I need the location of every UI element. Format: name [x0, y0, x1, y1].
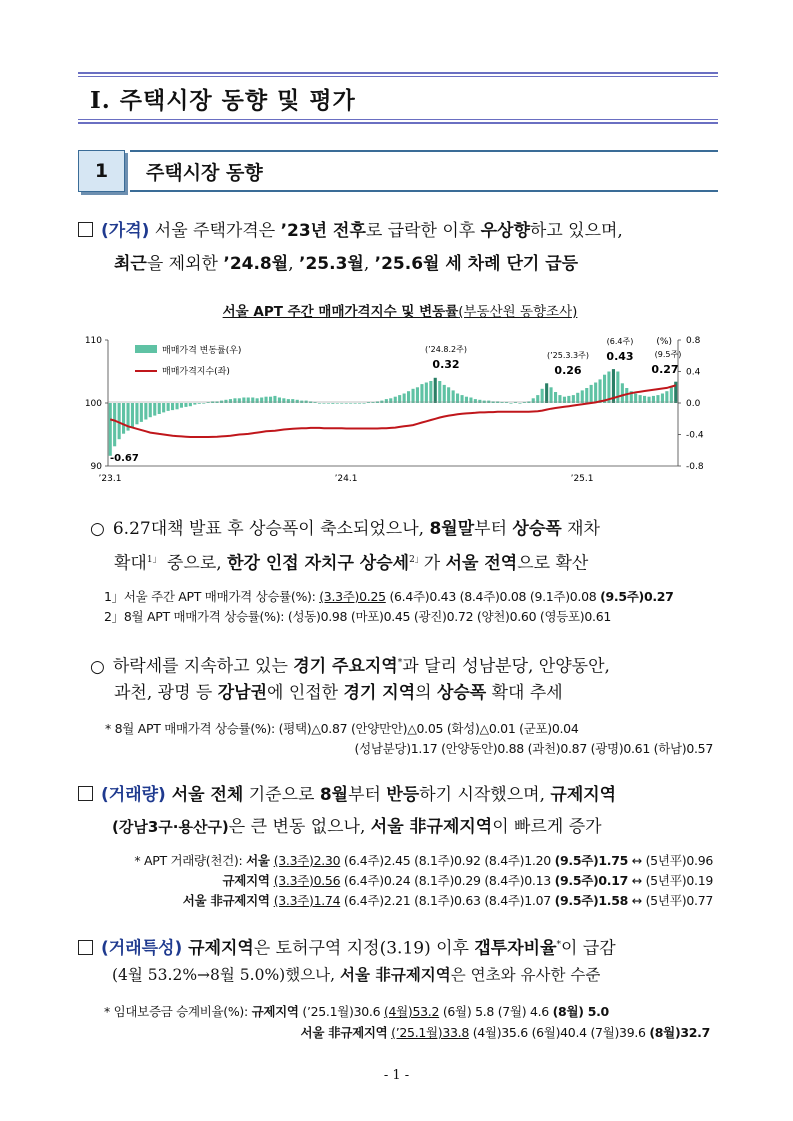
- text: ↔ (5년平)0.19: [628, 873, 713, 888]
- chart-bar: [207, 402, 210, 403]
- chart-bar: [149, 403, 152, 417]
- section-rule-bottom: [130, 190, 718, 192]
- text-bold: 경기 지역: [343, 683, 416, 703]
- left-axis-tick-label: 90: [90, 462, 102, 472]
- text: 6.27대책 발표 후 상승폭이 축소되었으나,: [112, 519, 430, 539]
- chart-bar: [590, 385, 593, 403]
- text: 이 빠르게 증가: [492, 817, 602, 837]
- chart-title-source: (부동산원 동향조사): [458, 304, 578, 320]
- chart-bar: [603, 375, 606, 403]
- price-chart: [80, 328, 720, 488]
- bullet1-line-1: [90, 518, 600, 540]
- chart-bar: [229, 399, 232, 403]
- bullet1-line-2: [114, 549, 588, 575]
- trade-tag: (거래특성): [101, 938, 183, 959]
- chart-bar: [501, 402, 504, 403]
- chart-bar: [550, 387, 553, 403]
- text: (’25.1월)30.6: [298, 1004, 384, 1019]
- text-bold: 서울: [246, 853, 274, 868]
- text: (6.4주)0.43 (8.4주)0.08 (9.1주)0.08: [385, 589, 601, 604]
- price-tag: (가격): [101, 221, 150, 241]
- footnote-ref: *: [397, 658, 403, 668]
- text: 확대: [114, 553, 147, 574]
- chart-bar: [162, 403, 165, 412]
- chart-bar: [478, 400, 481, 403]
- text: ,: [363, 254, 375, 274]
- chart-bar: [474, 399, 477, 403]
- text-bold: ’23년 전후: [280, 221, 366, 241]
- chart-bar: [189, 403, 192, 406]
- text-bold: ’24.8월: [223, 254, 289, 274]
- text: ↔ (5년平)0.77: [628, 893, 713, 908]
- text-bold: 8월말: [429, 519, 475, 539]
- chart-bar: [452, 390, 455, 403]
- footnote-3-line-1: * 8월 APT 매매가격 상승률(%): (평택)△0.87 (안양만안)△0.05 (화성)△0.01 (군포)0.04: [105, 721, 579, 736]
- chart-bar: [363, 403, 366, 404]
- checkbox-square-icon: [78, 940, 93, 955]
- x-axis-tick-label: ’23.1: [98, 474, 122, 484]
- chart-bar: [331, 403, 334, 404]
- text: * APT 거래량(천건):: [134, 853, 247, 868]
- chart-bar: [314, 402, 317, 403]
- text: 부터: [474, 519, 513, 539]
- right-axis-tick-label: 0.0: [686, 399, 701, 409]
- text-bold: (9.5주)1.75: [554, 853, 629, 868]
- chart-bar: [509, 403, 512, 404]
- text: 의: [415, 683, 437, 703]
- annotation-value: 0.32: [432, 358, 460, 371]
- bullet-circle-icon: ○: [90, 519, 105, 539]
- text-bold: 서울 非규제지역: [300, 1025, 388, 1040]
- chart-bar: [193, 403, 196, 405]
- chart-bar: [349, 403, 352, 404]
- chart-bar: [340, 403, 343, 404]
- section-rule-top: [130, 150, 718, 152]
- text: 은 큰 변동 없으나,: [228, 817, 371, 837]
- text: ↔ (5년平)0.96: [628, 853, 713, 868]
- chart-bar: [371, 402, 374, 403]
- footnote-4-row-3: [0, 893, 713, 909]
- text-bold: 갭투자비율: [474, 938, 557, 959]
- footnote-1: [104, 589, 674, 605]
- chart-bar: [416, 387, 419, 403]
- chart-bar: [518, 403, 521, 404]
- text-bold: 경기 주요지역: [293, 656, 398, 677]
- volume-line-2: [112, 816, 602, 838]
- chart-bar: [545, 383, 548, 403]
- chart-bar: [131, 403, 134, 427]
- text-underline: (3.3주)0.25: [319, 589, 386, 604]
- chart-bar: [336, 403, 339, 404]
- text: (6.4주)2.21 (8.1주)0.63 (8.4주)1.07: [340, 893, 555, 908]
- chart-bar: [541, 389, 544, 403]
- text-bold: 한강 인접 자치구 상승세: [227, 553, 410, 574]
- text-bold: 반등: [386, 785, 420, 805]
- chart-bar: [621, 383, 624, 403]
- section-number: 1: [78, 150, 125, 192]
- annotation-label: (’24.8.2주): [425, 345, 467, 354]
- footnote-2: 2」8월 APT 매매가격 상승률(%): (성동)0.98 (마포)0.45 (광진)0.72 (양천)0.60 (영등포)0.61: [104, 609, 612, 624]
- chart-bar: [661, 394, 664, 404]
- text-bold: 서울 전역: [445, 553, 518, 574]
- chart-bar: [354, 403, 357, 404]
- chart-bar: [153, 403, 156, 416]
- chart-bar: [665, 391, 668, 403]
- text: 은 연초와 유사한 수준: [450, 966, 601, 984]
- legend-bar-swatch: [135, 345, 157, 353]
- chart-bar: [198, 403, 201, 404]
- text-bold: 상승폭: [436, 683, 487, 703]
- chart-bar: [594, 383, 597, 404]
- checkbox-square-icon: [78, 222, 93, 237]
- text: 재차: [561, 519, 600, 539]
- left-axis-tick-label: 100: [84, 399, 102, 409]
- text: (4월 53.2%→8월 5.0%)했으나,: [112, 966, 340, 984]
- legend-bar-label: 매매가격 변동률(우): [162, 346, 242, 356]
- text: (6월) 5.8 (7월) 4.6: [439, 1004, 553, 1019]
- footnote-4-row-2: [0, 873, 713, 889]
- chart-bar: [420, 384, 423, 403]
- right-axis-tick-label: 0.4: [686, 367, 701, 378]
- price-line-2: [114, 253, 578, 275]
- text-underline: (3.3주)2.30: [273, 853, 341, 868]
- chart-bar: [140, 403, 143, 422]
- text: 하락세를 지속하고 있는: [112, 656, 294, 677]
- text-bold: 최근: [114, 254, 147, 274]
- text: 로 급락한 이후: [365, 221, 481, 241]
- chart-bar: [318, 403, 321, 404]
- chart-bar: [287, 399, 290, 403]
- text-bold: (9.5주)0.17: [554, 873, 629, 888]
- chart-bar: [167, 403, 170, 411]
- chart-bar: [634, 394, 637, 404]
- bullet-circle-icon: ○: [90, 656, 105, 677]
- chart-bar: [514, 402, 517, 403]
- chart-bar: [202, 403, 205, 404]
- chart-bar: [109, 403, 112, 456]
- chart-bar: [158, 403, 161, 414]
- chart-bar: [224, 400, 227, 403]
- footnote-ref: 2」: [409, 555, 424, 565]
- chart-bar: [599, 379, 602, 403]
- text-bold: (9.5주)0.27: [600, 589, 674, 604]
- chart-bar: [456, 394, 459, 404]
- text-bold: (9.5주)1.58: [554, 893, 629, 908]
- chart-bar: [296, 400, 299, 403]
- annotation-value: -0.67: [110, 453, 139, 464]
- chart-bar: [171, 403, 174, 410]
- text: (4월)35.6 (6월)40.4 (7월)39.6: [469, 1025, 650, 1040]
- x-axis-tick-label: ’25.1: [570, 474, 594, 484]
- text-bold: 규제지역: [182, 938, 254, 959]
- chart-bar: [385, 399, 388, 403]
- chart-bar: [434, 378, 437, 403]
- footnote-5-row-1: [104, 1004, 609, 1020]
- chart-bar: [585, 388, 588, 403]
- right-axis-tick-label: 0.8: [686, 336, 701, 346]
- chart-bar: [407, 391, 410, 403]
- bar-series: [109, 369, 678, 456]
- text-bold: 서울 非규제지역: [340, 965, 451, 984]
- chart-title: [175, 300, 625, 320]
- chart-bar: [367, 402, 370, 403]
- right-axis-unit: (%): [656, 337, 672, 347]
- volume-tag: (거래량): [101, 785, 166, 805]
- right-axis-tick-label: -0.8: [686, 462, 704, 472]
- text: 기준으로: [243, 785, 320, 805]
- bullet2-line-2: [114, 682, 563, 704]
- text: 이 급감: [561, 938, 616, 959]
- chart-bar: [322, 403, 325, 404]
- footnote-3-line-2: (성남분당)1.17 (안양동안)0.88 (과천)0.87 (광명)0.61 (하남)0.57: [354, 741, 713, 756]
- trade-line-1: [78, 934, 616, 960]
- chart-bar: [180, 403, 183, 408]
- chart-bar: [358, 403, 361, 404]
- text-bold: 서울 전체: [165, 785, 244, 805]
- chart-bar: [554, 392, 557, 403]
- annotation-label: (’25.3.3주): [547, 351, 589, 360]
- title-rule-bottom: [78, 119, 718, 124]
- chart-bar: [523, 402, 526, 403]
- text-bold: (8월)32.7: [649, 1025, 710, 1040]
- text: 을 제외한: [146, 254, 224, 274]
- chart-bar: [403, 394, 406, 404]
- footnote-ref: *: [556, 940, 561, 950]
- text-underline: (3.3주)0.56: [273, 873, 341, 888]
- annotation-value: 0.43: [606, 350, 634, 363]
- annotation-value: 0.26: [554, 364, 582, 377]
- chart-bar: [291, 399, 294, 403]
- text-bold: 강남권: [217, 683, 268, 703]
- text: ,: [288, 254, 299, 274]
- chart-bar: [122, 403, 125, 434]
- checkbox-square-icon: [78, 786, 93, 801]
- footnote-ref: 1」: [146, 555, 162, 565]
- chart-bar: [345, 403, 348, 404]
- text-bold: 규제지역: [251, 1004, 299, 1019]
- chart-bar: [113, 403, 116, 446]
- chart-bar: [443, 385, 446, 403]
- text: 확대 추세: [486, 683, 563, 703]
- page-number: - 1 -: [383, 1068, 410, 1083]
- chart-title-main: 서울 APT 주간 매매가격지수 및 변동률: [222, 304, 459, 320]
- footnote-4-row-1: [0, 853, 713, 869]
- chart-bar: [438, 381, 441, 403]
- text-bold: 서울 非규제지역: [182, 893, 274, 908]
- chart-bar: [447, 387, 450, 403]
- text: * 임대보증금 승계비율(%):: [104, 1004, 252, 1019]
- legend-line-label: 매매가격지수(좌): [162, 367, 230, 377]
- text-bold: 8월: [319, 785, 349, 805]
- price-line-1: [78, 220, 623, 242]
- text: 과 달리 성남분당, 안양동안,: [402, 656, 610, 677]
- annotation-label: (6.4주): [606, 337, 634, 346]
- text: 으로 확산: [517, 553, 589, 574]
- text-bold: (8월) 5.0: [552, 1004, 609, 1019]
- text-underline: (3.3주)1.74: [273, 893, 341, 908]
- page-title: Ⅰ. 주택시장 동향 및 평가: [90, 87, 356, 114]
- text-bold: ’25.6월 세 차례 단기 급등: [374, 254, 579, 274]
- text-underline: (’25.1월)33.8: [391, 1025, 470, 1040]
- trade-line-2: [112, 964, 600, 986]
- chart-bar: [581, 390, 584, 403]
- text-underline: (4월)53.2: [383, 1004, 440, 1019]
- chart-bar: [429, 381, 432, 403]
- chart-bar: [135, 403, 138, 424]
- annotation-label: (9.5주): [654, 350, 682, 359]
- chart-bar: [184, 403, 187, 407]
- text: 은 토허구역 지정(3.19) 이후: [253, 938, 475, 959]
- text: (6.4주)0.24 (8.1주)0.29 (8.4주)0.13: [340, 873, 555, 888]
- text: 서울 주택가격은: [149, 221, 281, 241]
- right-axis-tick-label: -0.4: [686, 430, 704, 441]
- chart-bar: [576, 393, 579, 403]
- chart-bar: [616, 372, 619, 404]
- x-axis-tick-label: ’24.1: [334, 474, 358, 484]
- text: 부터: [348, 785, 387, 805]
- chart-bar: [144, 403, 147, 420]
- text: 중으로,: [161, 553, 228, 574]
- chart-bar: [176, 403, 179, 409]
- volume-line-1: [78, 784, 616, 806]
- text-bold: 상승폭: [512, 519, 562, 539]
- text-bold: ’25.3월: [299, 254, 364, 274]
- text-bold: (강남3구·용산구): [112, 818, 229, 836]
- chart-bar: [425, 383, 428, 404]
- text: 하기 시작했으며,: [419, 785, 551, 805]
- section-title: 주택시장 동향: [146, 162, 263, 184]
- text-bold: 서울 非규제지역: [370, 817, 493, 837]
- chart-bar: [412, 389, 415, 403]
- title-rule-top: [78, 72, 718, 77]
- text: 1」서울 주간 APT 매매가격 상승률(%):: [104, 589, 320, 604]
- bullet2-line-1: [90, 652, 610, 678]
- chart-bar: [505, 402, 508, 403]
- text: 가: [423, 553, 446, 574]
- annotation-value: 0.27: [651, 363, 679, 376]
- text: (6.4주)2.45 (8.1주)0.92 (8.4주)1.20: [340, 853, 555, 868]
- chart-bar: [327, 403, 330, 404]
- text: 하고 있으며,: [529, 221, 623, 241]
- text: 과천, 광명 등: [114, 683, 218, 703]
- text: 에 인접한: [267, 683, 344, 703]
- text-bold: 우상향: [480, 221, 530, 241]
- text-bold: 규제지역: [550, 785, 617, 805]
- footnote-5-row-2: [0, 1025, 710, 1041]
- chart-bar: [670, 387, 673, 403]
- left-axis-tick-label: 110: [84, 336, 102, 346]
- text-bold: 규제지역: [222, 873, 274, 888]
